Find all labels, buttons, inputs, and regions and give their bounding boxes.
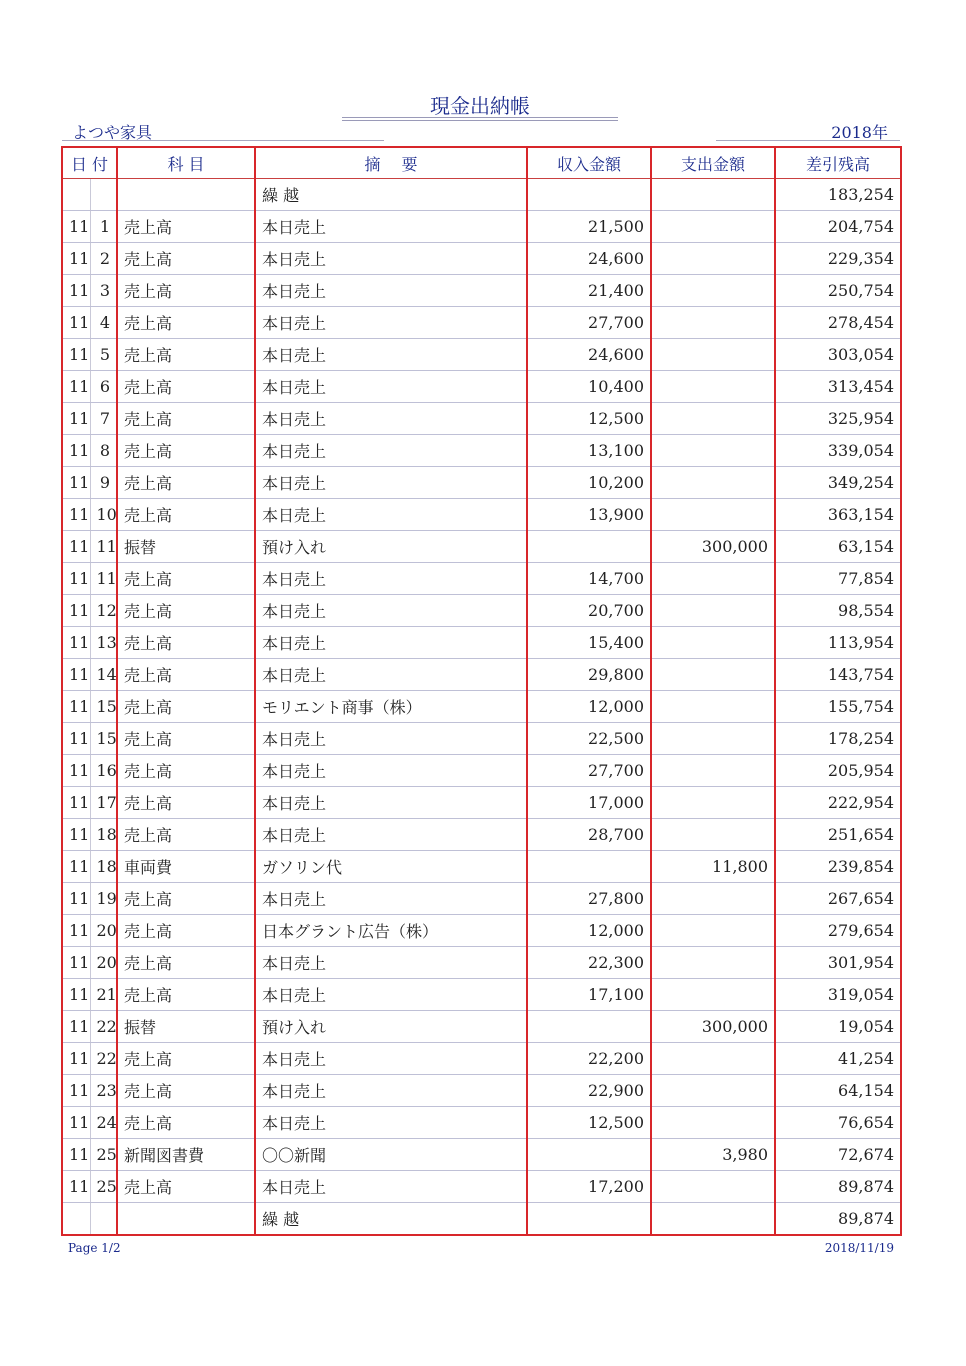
row-income: 24,600 bbox=[527, 243, 651, 275]
row-income: 27,800 bbox=[527, 883, 651, 915]
row-account: 売上高 bbox=[117, 371, 255, 403]
table-row bbox=[62, 1139, 901, 1171]
row-balance: 19,054 bbox=[775, 1011, 901, 1043]
row-income: 24,600 bbox=[527, 339, 651, 371]
row-day: 14 bbox=[90, 659, 117, 691]
table-row bbox=[62, 1011, 901, 1043]
row-day: 20 bbox=[90, 947, 117, 979]
row-day: 19 bbox=[90, 883, 117, 915]
row-month: 11 bbox=[62, 947, 90, 979]
row-balance: 178,254 bbox=[775, 723, 901, 755]
row-expense bbox=[651, 403, 775, 435]
row-expense bbox=[651, 915, 775, 947]
row-month: 11 bbox=[62, 211, 90, 243]
row-balance: 319,054 bbox=[775, 979, 901, 1011]
row-month: 11 bbox=[62, 563, 90, 595]
row-day: 22 bbox=[90, 1043, 117, 1075]
row-balance: 143,754 bbox=[775, 659, 901, 691]
row-month: 11 bbox=[62, 1011, 90, 1043]
row-account: 売上高 bbox=[117, 979, 255, 1011]
row-month: 11 bbox=[62, 275, 90, 307]
row-month: 11 bbox=[62, 883, 90, 915]
ledger-body bbox=[62, 179, 901, 1236]
row-balance: 89,874 bbox=[775, 1203, 901, 1236]
row-expense bbox=[651, 371, 775, 403]
row-account: 売上高 bbox=[117, 563, 255, 595]
table-row bbox=[62, 595, 901, 627]
row-day: 12 bbox=[90, 595, 117, 627]
row-month: 11 bbox=[62, 435, 90, 467]
row-day: 11 bbox=[90, 531, 117, 563]
row-account: 振替 bbox=[117, 531, 255, 563]
row-month: 11 bbox=[62, 787, 90, 819]
row-account: 売上高 bbox=[117, 627, 255, 659]
row-account: 売上高 bbox=[117, 403, 255, 435]
row-balance: 76,654 bbox=[775, 1107, 901, 1139]
table-row bbox=[62, 819, 901, 851]
row-account: 売上高 bbox=[117, 691, 255, 723]
row-account bbox=[117, 1203, 255, 1236]
row-expense bbox=[651, 339, 775, 371]
row-description: 本日売上 bbox=[255, 947, 527, 979]
row-description: モリエント商事（株） bbox=[255, 691, 527, 723]
row-day: 11 bbox=[90, 563, 117, 595]
row-account: 振替 bbox=[117, 1011, 255, 1043]
row-description: 本日売上 bbox=[255, 403, 527, 435]
row-description: ガソリン代 bbox=[255, 851, 527, 883]
row-income: 17,100 bbox=[527, 979, 651, 1011]
row-day: 15 bbox=[90, 723, 117, 755]
row-day: 1 bbox=[90, 211, 117, 243]
row-income: 21,400 bbox=[527, 275, 651, 307]
row-balance: 98,554 bbox=[775, 595, 901, 627]
row-account: 売上高 bbox=[117, 723, 255, 755]
row-income: 22,300 bbox=[527, 947, 651, 979]
row-expense bbox=[651, 659, 775, 691]
row-account: 売上高 bbox=[117, 1171, 255, 1203]
row-expense bbox=[651, 243, 775, 275]
row-income: 14,700 bbox=[527, 563, 651, 595]
row-description: 日本グラント広告（株） bbox=[255, 915, 527, 947]
row-balance: 89,874 bbox=[775, 1171, 901, 1203]
row-description: 繰 越 bbox=[255, 179, 527, 211]
row-month: 11 bbox=[62, 403, 90, 435]
row-month: 11 bbox=[62, 595, 90, 627]
row-balance: 183,254 bbox=[775, 179, 901, 211]
row-day: 21 bbox=[90, 979, 117, 1011]
row-month: 11 bbox=[62, 819, 90, 851]
row-balance: 325,954 bbox=[775, 403, 901, 435]
row-month bbox=[62, 179, 90, 211]
row-month: 11 bbox=[62, 723, 90, 755]
row-expense: 11,800 bbox=[651, 851, 775, 883]
row-account: 新聞図書費 bbox=[117, 1139, 255, 1171]
row-month: 11 bbox=[62, 1043, 90, 1075]
row-description: 本日売上 bbox=[255, 883, 527, 915]
table-row bbox=[62, 531, 901, 563]
row-description: 本日売上 bbox=[255, 723, 527, 755]
row-income bbox=[527, 1203, 651, 1236]
row-expense: 3,980 bbox=[651, 1139, 775, 1171]
row-account: 売上高 bbox=[117, 659, 255, 691]
row-balance: 339,054 bbox=[775, 435, 901, 467]
table-row bbox=[62, 1107, 901, 1139]
row-account: 売上高 bbox=[117, 595, 255, 627]
row-description: 本日売上 bbox=[255, 371, 527, 403]
row-month: 11 bbox=[62, 755, 90, 787]
row-balance: 349,254 bbox=[775, 467, 901, 499]
table-row bbox=[62, 947, 901, 979]
row-description: 本日売上 bbox=[255, 1075, 527, 1107]
row-description: 本日売上 bbox=[255, 499, 527, 531]
table-row bbox=[62, 659, 901, 691]
table-row bbox=[62, 275, 901, 307]
row-day: 3 bbox=[90, 275, 117, 307]
row-income: 27,700 bbox=[527, 307, 651, 339]
row-balance: 64,154 bbox=[775, 1075, 901, 1107]
row-month: 11 bbox=[62, 1171, 90, 1203]
row-expense bbox=[651, 755, 775, 787]
row-expense bbox=[651, 691, 775, 723]
table-row bbox=[62, 979, 901, 1011]
table-row bbox=[62, 339, 901, 371]
row-income bbox=[527, 531, 651, 563]
row-day: 7 bbox=[90, 403, 117, 435]
row-description: 本日売上 bbox=[255, 659, 527, 691]
row-description: 本日売上 bbox=[255, 211, 527, 243]
row-income: 22,200 bbox=[527, 1043, 651, 1075]
row-account: 売上高 bbox=[117, 755, 255, 787]
row-description: 預け入れ bbox=[255, 531, 527, 563]
row-description: 本日売上 bbox=[255, 435, 527, 467]
row-income: 13,100 bbox=[527, 435, 651, 467]
row-day bbox=[90, 1203, 117, 1236]
row-balance: 204,754 bbox=[775, 211, 901, 243]
table-row bbox=[62, 883, 901, 915]
cash-ledger-table bbox=[61, 146, 902, 1236]
row-description: 繰 越 bbox=[255, 1203, 527, 1236]
row-month: 11 bbox=[62, 371, 90, 403]
table-row bbox=[62, 723, 901, 755]
row-description: 本日売上 bbox=[255, 1043, 527, 1075]
row-income: 12,500 bbox=[527, 1107, 651, 1139]
column-header-description: 摘 要 bbox=[255, 147, 527, 179]
row-day: 2 bbox=[90, 243, 117, 275]
row-income: 17,000 bbox=[527, 787, 651, 819]
row-account: 売上高 bbox=[117, 1075, 255, 1107]
row-balance: 303,054 bbox=[775, 339, 901, 371]
row-income: 20,700 bbox=[527, 595, 651, 627]
row-account: 売上高 bbox=[117, 819, 255, 851]
table-row bbox=[62, 915, 901, 947]
table-row bbox=[62, 755, 901, 787]
row-expense bbox=[651, 499, 775, 531]
table-row bbox=[62, 307, 901, 339]
row-day: 25 bbox=[90, 1139, 117, 1171]
row-day bbox=[90, 179, 117, 211]
company-underline bbox=[62, 140, 384, 141]
row-expense bbox=[651, 1203, 775, 1236]
row-account: 売上高 bbox=[117, 467, 255, 499]
row-expense: 300,000 bbox=[651, 531, 775, 563]
row-income: 12,000 bbox=[527, 915, 651, 947]
column-header-expense: 支出金額 bbox=[651, 147, 775, 179]
row-day: 9 bbox=[90, 467, 117, 499]
row-description: 本日売上 bbox=[255, 339, 527, 371]
row-balance: 301,954 bbox=[775, 947, 901, 979]
row-expense bbox=[651, 563, 775, 595]
row-balance: 251,654 bbox=[775, 819, 901, 851]
row-month: 11 bbox=[62, 499, 90, 531]
row-income: 22,500 bbox=[527, 723, 651, 755]
row-balance: 113,954 bbox=[775, 627, 901, 659]
print-date: 2018/11/19 bbox=[824, 1241, 894, 1255]
row-account: 売上高 bbox=[117, 947, 255, 979]
row-month: 11 bbox=[62, 1107, 90, 1139]
row-income: 10,200 bbox=[527, 467, 651, 499]
row-day: 20 bbox=[90, 915, 117, 947]
year-label: 2018年 bbox=[831, 123, 888, 142]
row-description: 本日売上 bbox=[255, 627, 527, 659]
row-description: 本日売上 bbox=[255, 1171, 527, 1203]
row-month: 11 bbox=[62, 915, 90, 947]
row-account: 売上高 bbox=[117, 307, 255, 339]
row-account: 売上高 bbox=[117, 499, 255, 531]
row-income bbox=[527, 179, 651, 211]
table-row bbox=[62, 179, 901, 211]
row-balance: 239,854 bbox=[775, 851, 901, 883]
row-day: 18 bbox=[90, 819, 117, 851]
row-account: 売上高 bbox=[117, 1107, 255, 1139]
row-month: 11 bbox=[62, 627, 90, 659]
row-income: 22,900 bbox=[527, 1075, 651, 1107]
row-month: 11 bbox=[62, 691, 90, 723]
row-expense bbox=[651, 595, 775, 627]
table-row bbox=[62, 243, 901, 275]
row-expense bbox=[651, 1075, 775, 1107]
row-income: 15,400 bbox=[527, 627, 651, 659]
table-row bbox=[62, 563, 901, 595]
row-description: 〇〇新聞 bbox=[255, 1139, 527, 1171]
row-day: 18 bbox=[90, 851, 117, 883]
page-number: Page 1/2 bbox=[68, 1241, 121, 1255]
row-description: 本日売上 bbox=[255, 755, 527, 787]
row-day: 4 bbox=[90, 307, 117, 339]
row-income bbox=[527, 851, 651, 883]
row-description: 本日売上 bbox=[255, 563, 527, 595]
row-income: 10,400 bbox=[527, 371, 651, 403]
row-balance: 155,754 bbox=[775, 691, 901, 723]
table-row bbox=[62, 1171, 901, 1203]
row-income: 17,200 bbox=[527, 1171, 651, 1203]
company-name: よつや家具 bbox=[72, 123, 153, 142]
row-description: 本日売上 bbox=[255, 243, 527, 275]
row-account: 売上高 bbox=[117, 435, 255, 467]
row-expense bbox=[651, 1171, 775, 1203]
row-day: 5 bbox=[90, 339, 117, 371]
row-expense bbox=[651, 211, 775, 243]
row-expense bbox=[651, 819, 775, 851]
row-expense bbox=[651, 275, 775, 307]
row-account: 売上高 bbox=[117, 211, 255, 243]
row-expense bbox=[651, 979, 775, 1011]
row-expense bbox=[651, 947, 775, 979]
row-account: 売上高 bbox=[117, 883, 255, 915]
row-expense bbox=[651, 307, 775, 339]
table-row bbox=[62, 691, 901, 723]
table-row bbox=[62, 467, 901, 499]
row-account bbox=[117, 179, 255, 211]
row-balance: 278,454 bbox=[775, 307, 901, 339]
column-header-income: 収入金額 bbox=[527, 147, 651, 179]
row-income: 21,500 bbox=[527, 211, 651, 243]
column-header-date: 日 付 bbox=[62, 147, 117, 179]
table-row bbox=[62, 627, 901, 659]
column-header-balance: 差引残高 bbox=[775, 147, 901, 179]
row-expense bbox=[651, 723, 775, 755]
row-month: 11 bbox=[62, 659, 90, 691]
row-month: 11 bbox=[62, 979, 90, 1011]
row-description: 預け入れ bbox=[255, 1011, 527, 1043]
row-balance: 205,954 bbox=[775, 755, 901, 787]
row-expense bbox=[651, 1043, 775, 1075]
year-underline bbox=[716, 140, 900, 141]
row-day: 25 bbox=[90, 1171, 117, 1203]
row-expense bbox=[651, 883, 775, 915]
title-underline bbox=[342, 117, 618, 118]
row-balance: 229,354 bbox=[775, 243, 901, 275]
row-balance: 363,154 bbox=[775, 499, 901, 531]
row-month bbox=[62, 1203, 90, 1236]
row-income: 27,700 bbox=[527, 755, 651, 787]
row-income: 12,000 bbox=[527, 691, 651, 723]
row-expense bbox=[651, 467, 775, 499]
row-month: 11 bbox=[62, 851, 90, 883]
row-description: 本日売上 bbox=[255, 595, 527, 627]
row-expense: 300,000 bbox=[651, 1011, 775, 1043]
row-day: 22 bbox=[90, 1011, 117, 1043]
header-row bbox=[62, 147, 901, 179]
row-income: 28,700 bbox=[527, 819, 651, 851]
row-expense bbox=[651, 179, 775, 211]
row-expense bbox=[651, 627, 775, 659]
table-row bbox=[62, 403, 901, 435]
row-day: 10 bbox=[90, 499, 117, 531]
row-account: 売上高 bbox=[117, 915, 255, 947]
row-account: 売上高 bbox=[117, 275, 255, 307]
table-row bbox=[62, 211, 901, 243]
table-row bbox=[62, 435, 901, 467]
row-day: 24 bbox=[90, 1107, 117, 1139]
table-row bbox=[62, 1043, 901, 1075]
row-day: 17 bbox=[90, 787, 117, 819]
column-header-account: 科 目 bbox=[117, 147, 255, 179]
row-day: 8 bbox=[90, 435, 117, 467]
table-row bbox=[62, 371, 901, 403]
row-account: 車両費 bbox=[117, 851, 255, 883]
row-income bbox=[527, 1139, 651, 1171]
row-expense bbox=[651, 787, 775, 819]
table-row bbox=[62, 1203, 901, 1236]
row-month: 11 bbox=[62, 467, 90, 499]
row-account: 売上高 bbox=[117, 787, 255, 819]
table-row bbox=[62, 1075, 901, 1107]
row-expense bbox=[651, 435, 775, 467]
title-underline-double bbox=[342, 120, 618, 121]
row-description: 本日売上 bbox=[255, 787, 527, 819]
row-balance: 313,454 bbox=[775, 371, 901, 403]
row-month: 11 bbox=[62, 339, 90, 371]
table-row bbox=[62, 787, 901, 819]
row-balance: 279,654 bbox=[775, 915, 901, 947]
table-row bbox=[62, 851, 901, 883]
page-title: 現金出納帳 bbox=[430, 94, 530, 118]
row-balance: 267,654 bbox=[775, 883, 901, 915]
row-description: 本日売上 bbox=[255, 819, 527, 851]
row-balance: 41,254 bbox=[775, 1043, 901, 1075]
row-month: 11 bbox=[62, 307, 90, 339]
row-balance: 63,154 bbox=[775, 531, 901, 563]
row-description: 本日売上 bbox=[255, 1107, 527, 1139]
row-account: 売上高 bbox=[117, 1043, 255, 1075]
row-balance: 77,854 bbox=[775, 563, 901, 595]
row-month: 11 bbox=[62, 1139, 90, 1171]
row-income bbox=[527, 1011, 651, 1043]
row-description: 本日売上 bbox=[255, 979, 527, 1011]
row-day: 23 bbox=[90, 1075, 117, 1107]
row-balance: 222,954 bbox=[775, 787, 901, 819]
table-row bbox=[62, 499, 901, 531]
row-day: 15 bbox=[90, 691, 117, 723]
row-month: 11 bbox=[62, 243, 90, 275]
row-balance: 250,754 bbox=[775, 275, 901, 307]
row-description: 本日売上 bbox=[255, 467, 527, 499]
row-account: 売上高 bbox=[117, 339, 255, 371]
row-day: 16 bbox=[90, 755, 117, 787]
row-income: 12,500 bbox=[527, 403, 651, 435]
row-income: 29,800 bbox=[527, 659, 651, 691]
row-account: 売上高 bbox=[117, 243, 255, 275]
row-balance: 72,674 bbox=[775, 1139, 901, 1171]
row-expense bbox=[651, 1107, 775, 1139]
row-month: 11 bbox=[62, 1075, 90, 1107]
row-day: 13 bbox=[90, 627, 117, 659]
row-income: 13,900 bbox=[527, 499, 651, 531]
row-month: 11 bbox=[62, 531, 90, 563]
row-description: 本日売上 bbox=[255, 307, 527, 339]
row-day: 6 bbox=[90, 371, 117, 403]
row-description: 本日売上 bbox=[255, 275, 527, 307]
